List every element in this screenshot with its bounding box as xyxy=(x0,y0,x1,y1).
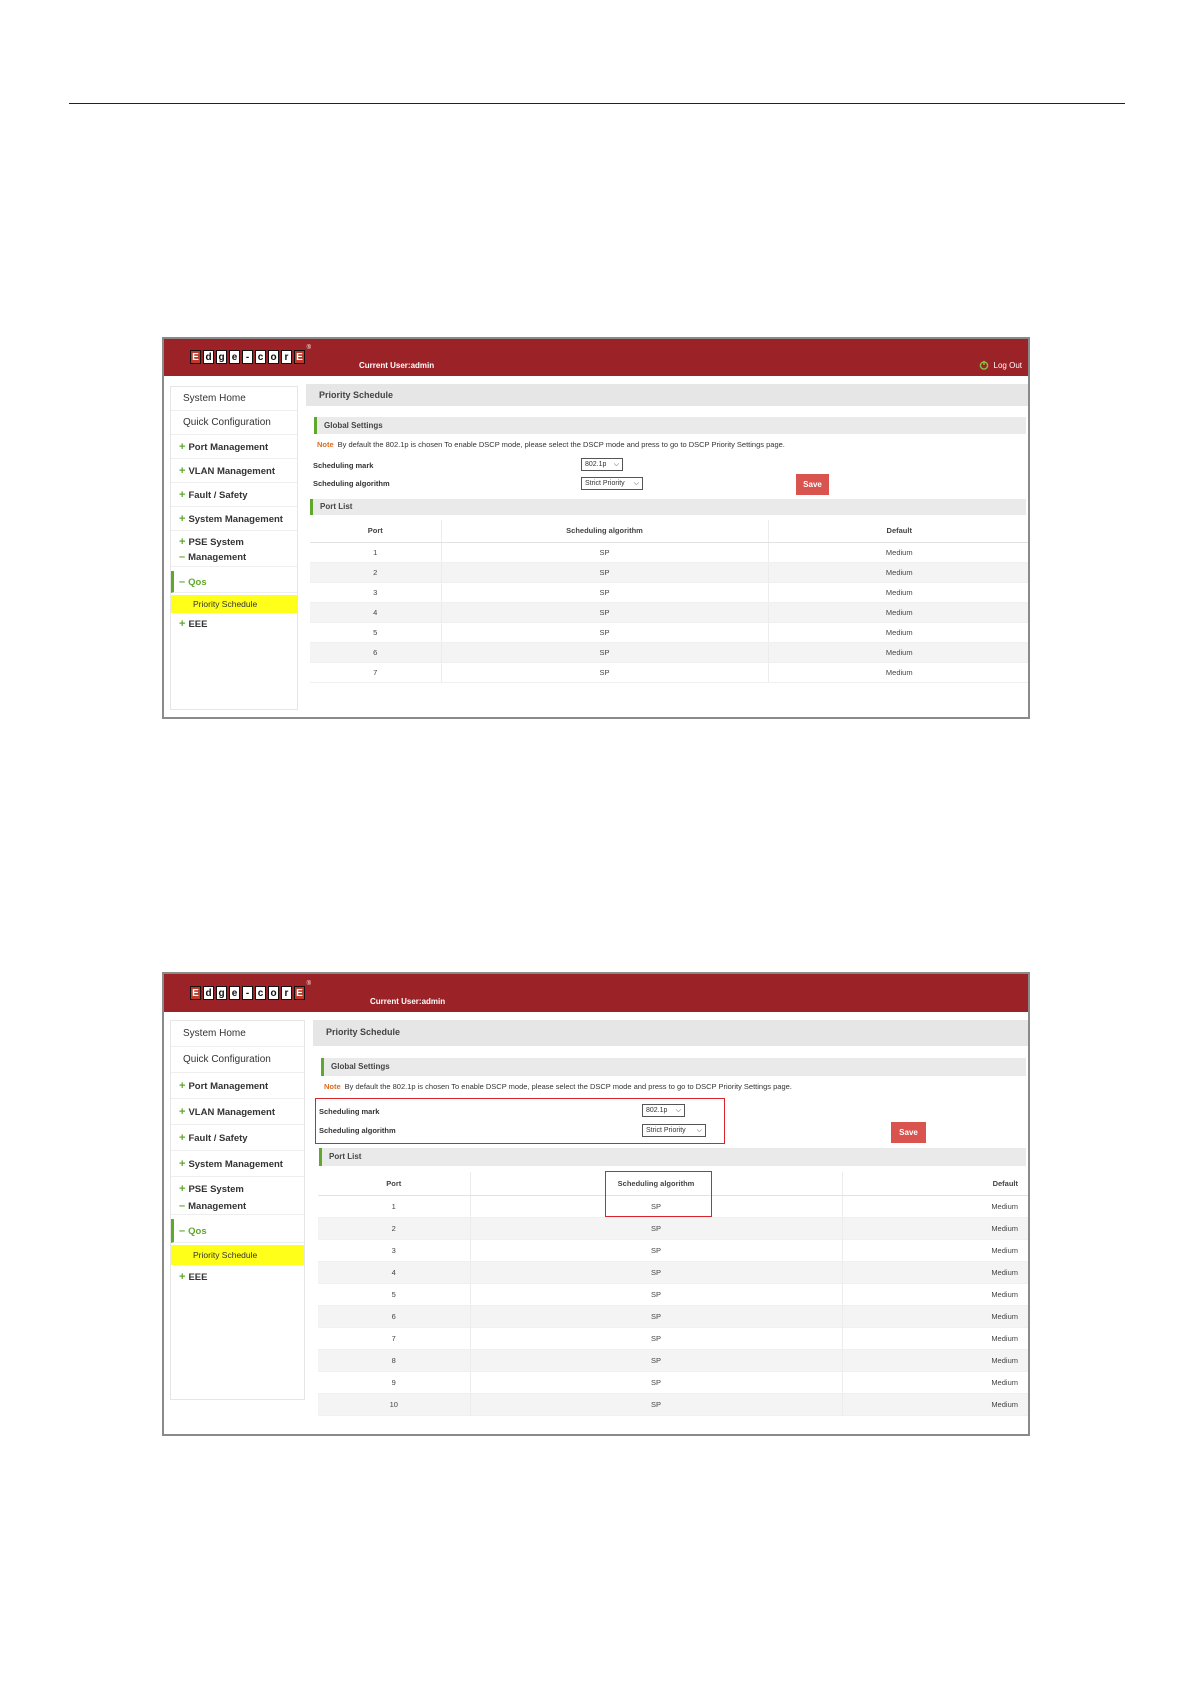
algorithm-cell: SP xyxy=(441,582,768,602)
default-cell: Medium xyxy=(842,1217,1028,1239)
sidebar-item-system-home[interactable] xyxy=(171,387,297,411)
algorithm-cell: SP xyxy=(470,1371,842,1393)
sidebar-item-eee[interactable] xyxy=(171,1265,304,1289)
sidebar-item-qos[interactable] xyxy=(171,571,297,593)
algorithm-cell: SP xyxy=(470,1349,842,1371)
global-settings-header: Global Settings xyxy=(321,1058,1026,1076)
column-header-port: Port xyxy=(318,1172,470,1195)
sidebar-item-fault-safety[interactable] xyxy=(171,1125,304,1151)
default-cell: Medium xyxy=(842,1305,1028,1327)
default-cell: Medium xyxy=(842,1261,1028,1283)
table-row xyxy=(318,1261,1028,1283)
select-value: Strict Priority xyxy=(585,480,625,487)
default-cell: Medium xyxy=(842,1195,1028,1217)
highlight-box-algorithm-column xyxy=(605,1171,712,1217)
save-button[interactable]: Save xyxy=(796,474,829,495)
algorithm-cell: SP xyxy=(441,622,768,642)
sidebar-item-label: PSE System xyxy=(188,1184,244,1195)
port-cell: 5 xyxy=(318,1283,470,1305)
sidebar-item-label: Port Management xyxy=(188,1081,269,1092)
scheduling-mark-label: Scheduling mark xyxy=(313,461,374,470)
table-row xyxy=(310,602,1030,622)
port-list-header: Port List xyxy=(310,499,1026,515)
scheduling-algorithm-label: Scheduling algorithm xyxy=(319,1126,396,1135)
logo-letter: c xyxy=(255,986,266,1000)
sidebar xyxy=(170,1020,305,1400)
note-body: By default the 802.1p is chosen To enable DSCP mode, please select the DSCP mode and press to go to DSCP Priority Settings page. xyxy=(344,1082,792,1091)
logo-letter: g xyxy=(216,350,227,364)
algorithm-cell: SP xyxy=(470,1195,842,1217)
column-header-default: Default xyxy=(768,520,1030,542)
algorithm-cell: SP xyxy=(441,562,768,582)
chevron-down-icon: ⌵ xyxy=(675,1106,681,1114)
table-row xyxy=(310,662,1030,682)
algorithm-cell: SP xyxy=(470,1261,842,1283)
default-cell: Medium xyxy=(768,582,1030,602)
algorithm-cell: SP xyxy=(470,1217,842,1239)
sidebar-item-label: EEE xyxy=(188,619,208,630)
column-header-default: Default xyxy=(842,1172,1028,1195)
port-cell: 6 xyxy=(310,642,441,662)
page-header-rule xyxy=(69,103,1125,104)
logo-letter: o xyxy=(268,986,279,1000)
sidebar-item-label: VLAN Management xyxy=(188,1107,276,1118)
logo-letter: r xyxy=(281,986,292,1000)
logo-letter: - xyxy=(242,986,253,1000)
algorithm-cell: SP xyxy=(441,542,768,562)
plus-icon: + xyxy=(179,465,186,477)
sidebar-item-fault-safety[interactable] xyxy=(171,483,297,507)
chevron-down-icon: ⌵ xyxy=(696,1126,702,1134)
page-title: Priority Schedule xyxy=(306,384,1028,406)
column-header-scheduling-algorithm: Scheduling algorithm xyxy=(441,520,768,542)
table-row xyxy=(318,1327,1028,1349)
sidebar-item-label: System Home xyxy=(183,393,246,404)
sidebar-item-port-management[interactable] xyxy=(171,1073,304,1099)
port-cell: 8 xyxy=(318,1349,470,1371)
scheduling-mark-select[interactable] xyxy=(581,458,623,471)
default-cell: Medium xyxy=(842,1327,1028,1349)
logo-letter: d xyxy=(203,986,214,1000)
sidebar-item-label: VLAN Management xyxy=(188,466,276,477)
main-content xyxy=(313,1012,1028,1434)
port-cell: 10 xyxy=(318,1393,470,1415)
minus-icon: – xyxy=(179,1200,186,1212)
select-value: Strict Priority xyxy=(646,1127,686,1134)
table-row xyxy=(310,542,1030,562)
port-cell: 7 xyxy=(310,662,441,682)
sidebar-item-label: Port Management xyxy=(188,442,269,453)
default-cell: Medium xyxy=(768,542,1030,562)
port-cell: 2 xyxy=(318,1217,470,1239)
sidebar-item-system-management[interactable] xyxy=(171,1151,304,1177)
logo-letter: E xyxy=(190,350,201,364)
port-cell: 7 xyxy=(318,1327,470,1349)
logo-letter: d xyxy=(203,350,214,364)
main-content xyxy=(306,376,1028,717)
logo-letter: E xyxy=(294,986,305,1000)
power-icon xyxy=(979,360,989,370)
port-list-header: Port List xyxy=(319,1148,1026,1166)
plus-icon: + xyxy=(179,1271,186,1283)
logo-letter: o xyxy=(268,350,279,364)
plus-icon: + xyxy=(179,1106,186,1118)
table-row xyxy=(310,622,1030,642)
scheduling-algorithm-select[interactable] xyxy=(581,477,643,490)
logo-letter: E xyxy=(190,986,201,1000)
table-row xyxy=(318,1239,1028,1261)
sidebar-item-system-home[interactable] xyxy=(171,1021,304,1047)
algorithm-cell: SP xyxy=(441,602,768,622)
sidebar-item-label: Qos xyxy=(188,1226,207,1237)
page-title: Priority Schedule xyxy=(313,1020,1028,1046)
plus-icon: + xyxy=(179,1158,186,1170)
minus-icon: – xyxy=(179,1225,186,1237)
minus-icon: – xyxy=(179,576,186,588)
table-row xyxy=(318,1283,1028,1305)
sidebar-item-label: Quick Configuration xyxy=(183,1054,271,1065)
default-cell: Medium xyxy=(842,1349,1028,1371)
screenshot-1 xyxy=(162,337,1030,719)
table-row xyxy=(310,582,1030,602)
top-header-bar xyxy=(164,974,1028,1012)
default-cell: Medium xyxy=(768,642,1030,662)
algorithm-cell: SP xyxy=(470,1327,842,1349)
sidebar-item-label: System Management xyxy=(188,514,283,525)
algorithm-cell: SP xyxy=(470,1239,842,1261)
port-cell: 5 xyxy=(310,622,441,642)
logo-letter: e xyxy=(229,986,240,1000)
current-user-label: Current User:admin xyxy=(370,997,446,1006)
note-label: Note xyxy=(324,1082,341,1091)
column-header-scheduling-algorithm: Scheduling algorithm xyxy=(470,1172,842,1195)
logo-letter: e xyxy=(229,350,240,364)
port-cell: 1 xyxy=(318,1195,470,1217)
sidebar-item-label: System Home xyxy=(183,1028,246,1039)
current-user-label: Current User:admin xyxy=(359,361,435,370)
sidebar-item-system-management[interactable] xyxy=(171,507,297,531)
sidebar-item-label: Management xyxy=(188,1201,247,1212)
logo-letter: c xyxy=(255,350,266,364)
port-cell: 1 xyxy=(310,542,441,562)
algorithm-cell: SP xyxy=(441,662,768,682)
sidebar-item-label: Fault / Safety xyxy=(188,490,248,501)
port-cell: 6 xyxy=(318,1305,470,1327)
sidebar-item-priority-schedule[interactable] xyxy=(171,1245,304,1265)
edgecore-logo xyxy=(190,345,311,364)
port-table xyxy=(310,520,1030,683)
sidebar-item-label: Priority Schedule xyxy=(193,1250,258,1260)
default-cell: Medium xyxy=(768,562,1030,582)
logout-button[interactable] xyxy=(979,360,1022,370)
chevron-down-icon: ⌵ xyxy=(613,460,619,468)
sidebar-item-label: Priority Schedule xyxy=(193,599,258,609)
minus-icon: – xyxy=(179,551,186,563)
plus-icon: + xyxy=(179,536,186,548)
edgecore-logo xyxy=(190,981,311,1000)
default-cell: Medium xyxy=(842,1239,1028,1261)
sidebar-item-qos[interactable] xyxy=(171,1219,304,1243)
plus-icon: + xyxy=(179,618,186,630)
table-row xyxy=(310,642,1030,662)
sidebar-item-port-management[interactable] xyxy=(171,435,297,459)
algorithm-cell: SP xyxy=(470,1393,842,1415)
default-cell: Medium xyxy=(842,1283,1028,1305)
sidebar-item-pse-system-management[interactable] xyxy=(171,533,297,567)
scheduling-mark-select[interactable] xyxy=(642,1104,685,1117)
table-row xyxy=(318,1305,1028,1327)
plus-icon: + xyxy=(179,1132,186,1144)
default-cell: Medium xyxy=(842,1393,1028,1415)
sidebar-item-vlan-management[interactable] xyxy=(171,459,297,483)
default-cell: Medium xyxy=(842,1371,1028,1393)
default-cell: Medium xyxy=(768,602,1030,622)
sidebar-item-priority-schedule[interactable] xyxy=(171,595,297,613)
registered-mark: ® xyxy=(306,345,311,351)
sidebar-item-label: PSE System xyxy=(188,537,244,548)
sidebar-item-label: EEE xyxy=(188,1272,208,1283)
note-text xyxy=(317,440,785,449)
sidebar xyxy=(170,386,298,710)
global-settings-header: Global Settings xyxy=(314,417,1026,434)
chevron-down-icon: ⌵ xyxy=(633,479,639,487)
table-row xyxy=(318,1349,1028,1371)
sidebar-item-quick-configuration[interactable] xyxy=(171,411,297,435)
select-value: 802.1p xyxy=(646,1107,668,1114)
logo-letter: r xyxy=(281,350,292,364)
column-header-port: Port xyxy=(310,520,441,542)
algorithm-cell: SP xyxy=(470,1305,842,1327)
algorithm-cell: SP xyxy=(470,1283,842,1305)
table-row xyxy=(318,1371,1028,1393)
port-cell: 2 xyxy=(310,562,441,582)
table-row xyxy=(318,1217,1028,1239)
port-cell: 4 xyxy=(310,602,441,622)
logout-label: Log Out xyxy=(993,360,1022,370)
note-body: By default the 802.1p is chosen To enable DSCP mode, please select the DSCP mode and press to go to DSCP Priority Settings page. xyxy=(337,440,785,449)
top-header-bar xyxy=(164,339,1028,376)
note-label: Note xyxy=(317,440,334,449)
logo-letter: - xyxy=(242,350,253,364)
note-text xyxy=(324,1082,792,1091)
sidebar-item-label: System Management xyxy=(188,1159,283,1170)
save-button[interactable]: Save xyxy=(891,1122,926,1143)
plus-icon: + xyxy=(179,1080,186,1092)
scheduling-mark-label: Scheduling mark xyxy=(319,1107,380,1116)
port-cell: 3 xyxy=(310,582,441,602)
logo-letter: g xyxy=(216,986,227,1000)
default-cell: Medium xyxy=(768,662,1030,682)
sidebar-item-quick-configuration[interactable] xyxy=(171,1047,304,1073)
sidebar-item-label: Qos xyxy=(188,577,207,588)
plus-icon: + xyxy=(179,489,186,501)
port-cell: 9 xyxy=(318,1371,470,1393)
sidebar-item-eee[interactable] xyxy=(171,613,297,635)
plus-icon: + xyxy=(179,513,186,525)
sidebar-item-pse-system-management[interactable] xyxy=(171,1179,304,1215)
plus-icon: + xyxy=(179,441,186,453)
table-row xyxy=(318,1393,1028,1415)
logo-letter: E xyxy=(294,350,305,364)
algorithm-cell: SP xyxy=(441,642,768,662)
port-cell: 3 xyxy=(318,1239,470,1261)
screenshot-2 xyxy=(162,972,1030,1436)
sidebar-item-label: Management xyxy=(188,552,247,563)
table-row xyxy=(310,562,1030,582)
select-value: 802.1p xyxy=(585,461,607,468)
sidebar-item-label: Quick Configuration xyxy=(183,417,271,428)
sidebar-item-vlan-management[interactable] xyxy=(171,1099,304,1125)
registered-mark: ® xyxy=(306,981,311,987)
plus-icon: + xyxy=(179,1183,186,1195)
scheduling-algorithm-select[interactable] xyxy=(642,1124,706,1137)
default-cell: Medium xyxy=(768,622,1030,642)
sidebar-item-label: Fault / Safety xyxy=(188,1133,248,1144)
port-cell: 4 xyxy=(318,1261,470,1283)
scheduling-algorithm-label: Scheduling algorithm xyxy=(313,479,390,488)
